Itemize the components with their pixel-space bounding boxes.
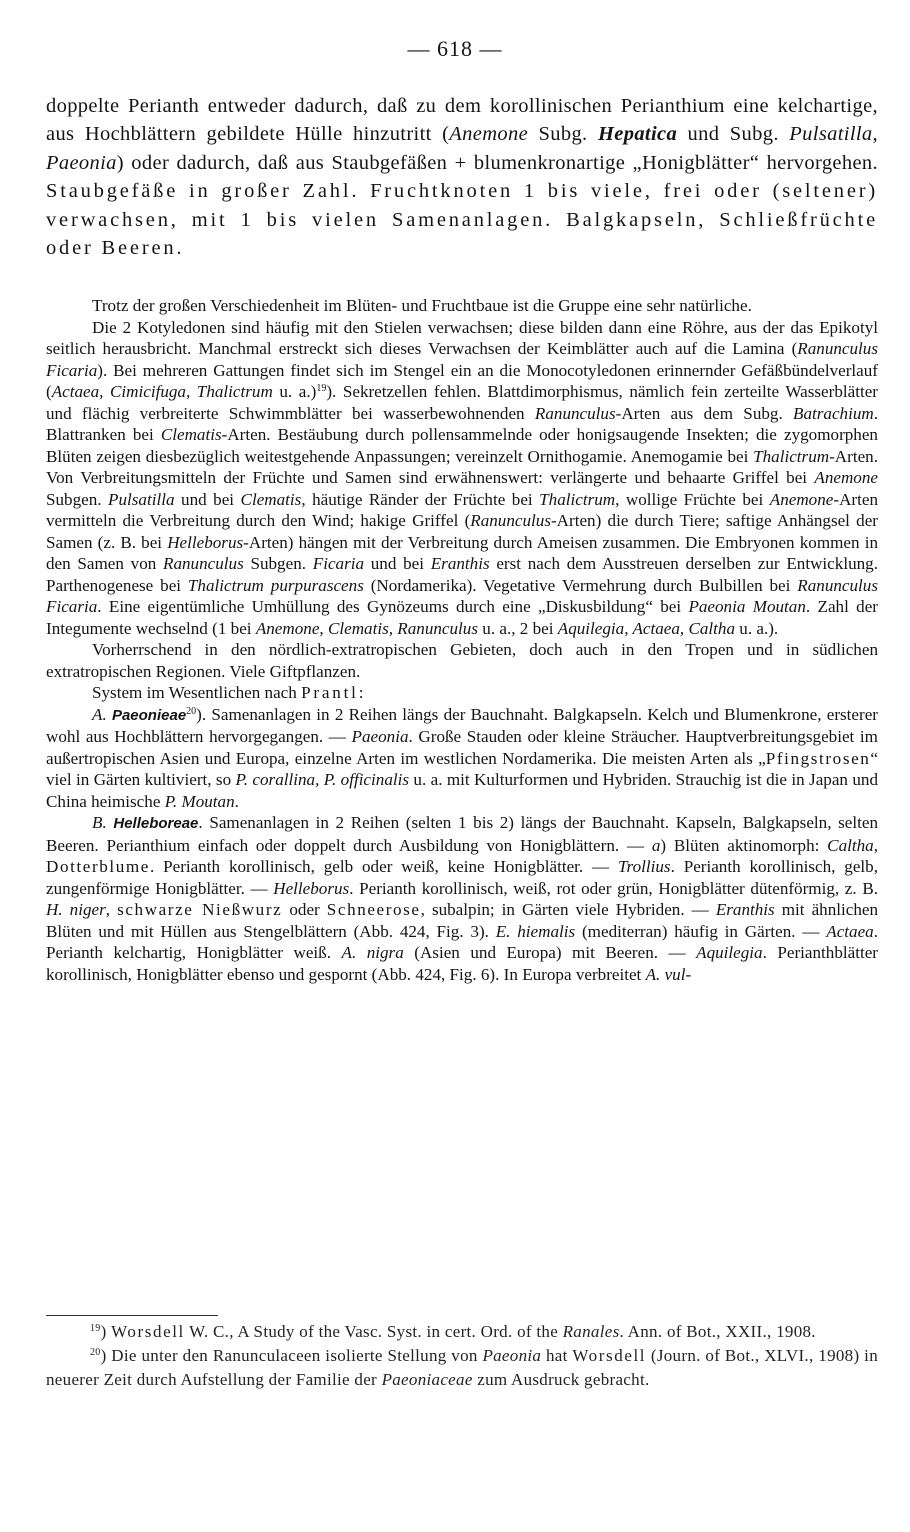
italic-text: Ficaria bbox=[312, 554, 365, 573]
spaced-text: Worsdell bbox=[111, 1322, 185, 1341]
text-run: . Samenanlagen in 2 Reihen (selten 1 bis 2) längs der Bauchnaht. Kapseln, Balgkapseln, selten Beeren. Perianthium einfach oder doppelt durch Ausbildung von Honigblättern. — bbox=[46, 813, 878, 855]
text-run: ) oder dadurch, daß aus Staubgefäßen bbox=[116, 151, 455, 174]
italic-text: Pulsatilla bbox=[108, 489, 175, 509]
text-run: -Arten) hängen mit der Verbreitung durch Ameisen zusammen. Die Embryonen kommen in den Samen von bbox=[46, 532, 878, 573]
text-run: (Nordamerika). Vegetative Vermehrung durch Bulbillen bei bbox=[363, 575, 798, 595]
text-run: u. a.). bbox=[735, 618, 779, 638]
spaced-text: Pfingstrosen bbox=[765, 748, 871, 768]
italic-text: Anemone bbox=[769, 489, 834, 509]
text-run: zum Ausdruck gebracht. bbox=[472, 1370, 650, 1389]
italic-text: Anemone bbox=[449, 123, 529, 146]
italic-text: Aquilegia, Actaea, Caltha bbox=[557, 618, 736, 638]
text-run: und Subg. bbox=[677, 123, 790, 146]
italic-text: Paeoniaceae bbox=[381, 1370, 473, 1389]
footnote bbox=[46, 1344, 878, 1392]
text-run: und bei bbox=[174, 489, 241, 509]
footnote-ref: 20 bbox=[186, 705, 197, 717]
body-text bbox=[46, 295, 878, 985]
text-run: ) bbox=[100, 1322, 112, 1341]
footnotes bbox=[46, 1320, 878, 1392]
italic-text: Paeonia Moutan bbox=[688, 597, 806, 616]
italic-text: Actaea, Cimicifuga, Thalictrum bbox=[51, 382, 273, 401]
body-paragraph bbox=[46, 317, 878, 640]
text-run: . bbox=[234, 791, 239, 811]
text-run: . Perianth kelchartig, Honigblätter weiß. bbox=[46, 921, 879, 962]
italic-text: Ranunculus bbox=[163, 554, 244, 573]
body-paragraph bbox=[46, 704, 878, 813]
section-label: Helleboreae bbox=[113, 815, 199, 832]
text-run: , subalpin; in Gärten viele Hybriden. — bbox=[420, 900, 716, 919]
text-run: + bbox=[454, 151, 467, 174]
italic-text: Paeonia bbox=[351, 727, 409, 746]
italic-text: Actaea bbox=[826, 921, 874, 941]
text-run: doppelte Perianth entweder dadurch, daß zu dem korollinischen Perianthium eine kelchartige, aus Hochblättern gebildete Hülle hinzutritt ( bbox=[46, 95, 878, 146]
text-run: mit ähnlichen Blüten und mit Hüllen aus Stengelblättern (Abb. 424, Fig. 3). bbox=[46, 900, 879, 941]
text-run: oder bbox=[282, 900, 327, 919]
italic-text: Clematis bbox=[160, 425, 222, 444]
spaced-text: Schneerose bbox=[326, 900, 421, 919]
italic-text: Paeonia bbox=[482, 1346, 542, 1365]
text-run: Trotz der großen Verschiedenheit im Blüten- und Fruchtbaue ist die Gruppe eine sehr natürliche. bbox=[92, 296, 752, 315]
italic-bold-text: Hepatica bbox=[597, 123, 678, 146]
text-run: . Perianth korollinisch, weiß, rot oder grün, Honigblätter dütenförmig, z. B. bbox=[349, 878, 878, 898]
spaced-text: Staubgefäße in großer Zahl. Fruchtknoten 1 bis viele, frei oder (seltener) verwachsen, mit 1 bis vielen Samenanlagen. Balgkapseln, Schließfrüchte oder Beeren. bbox=[46, 180, 878, 260]
text-run: . Perianthblätter korollinisch, Honigblätter ebenso und gespornt (Abb. 424, Fig. 6). In Europa verbreitet bbox=[46, 943, 878, 984]
text-run: -Arten. Bestäubung durch pollensammelnde oder honigsaugende Insekten; die zygomorphen Blüten zeigen diesbezüglich weitestgehende Anpassungen; vereinzelt Ornithogamie. Anemogamie bei bbox=[46, 425, 878, 466]
text-run: “ viel in Gärten kultiviert, so bbox=[46, 748, 878, 789]
text-run: (Journ. of Bot., XLVI., 1908) in neuerer Zeit durch Aufstellung der Familie der bbox=[46, 1346, 878, 1389]
text-run: -Arten) die durch Tiere; saftige Anhängsel der Samen (z. B. bei bbox=[46, 511, 879, 552]
section-label: Paeonieae bbox=[111, 706, 187, 724]
italic-text: Trollius bbox=[617, 857, 671, 876]
italic-text: A. bbox=[92, 704, 112, 724]
text-run: , bbox=[105, 900, 118, 919]
spaced-text: Dotterblume bbox=[46, 857, 150, 876]
italic-text: Thalictrum bbox=[753, 446, 830, 466]
italic-text: Caltha bbox=[827, 835, 874, 855]
text-run: ) Blüten aktinomorph: bbox=[660, 835, 828, 855]
italic-text: Helleborus bbox=[167, 532, 244, 552]
text-run: : bbox=[358, 683, 364, 702]
text-run: (mediterran) häufig in Gärten. — bbox=[575, 921, 827, 941]
italic-text: Clematis bbox=[240, 489, 302, 509]
italic-text: Thalictrum purpurascens bbox=[187, 575, 364, 595]
text-run: Die 2 Kotyledonen sind häufig mit den Stielen verwachsen; diese bilden dann eine Röhre, aus der das Epikotyl seitlich herausbricht. Manchmal erstreckt sich dieses Verwachsen der Keimblätter auch auf die Lamina ( bbox=[46, 317, 878, 358]
text-run: , häutige Ränder der Früchte bei bbox=[301, 489, 540, 509]
text-run: Subgen. bbox=[46, 489, 109, 509]
footnote-ref: 20 bbox=[90, 1347, 101, 1358]
text-run: , wollige Früchte bei bbox=[615, 489, 770, 509]
body-paragraph bbox=[46, 295, 878, 317]
footnote-ref: 19 bbox=[90, 1323, 101, 1334]
text-run: u. a., 2 bei bbox=[478, 618, 558, 638]
text-run: . Perianth korollinisch, gelb, zungenförmige Honigblätter. — bbox=[46, 857, 878, 898]
italic-text: P. corallina, P. officinalis bbox=[235, 770, 410, 789]
body-paragraph bbox=[46, 639, 878, 682]
page-number: — 618 — bbox=[407, 36, 503, 61]
italic-text: B. bbox=[92, 813, 114, 832]
italic-text: Anemone, Clematis, Ranunculus bbox=[255, 618, 478, 638]
footnote bbox=[46, 1320, 878, 1344]
text-run: System im Wesentlichen nach bbox=[92, 683, 302, 702]
text-run: u. a.) bbox=[272, 382, 317, 401]
italic-text: Anemone bbox=[814, 468, 878, 487]
text-run: (Asien und Europa) mit Beeren. — bbox=[403, 943, 697, 962]
italic-text: Eranthis bbox=[430, 554, 490, 573]
text-run: -Arten. Von Verbreitungsmitteln der Früchte und Samen sind erwähnenswert: verlängerte und behaarte Griffel bei bbox=[46, 446, 878, 487]
text-run: Vorherrschend in den nördlich-extratropischen Gebieten, doch auch in den Tropen und in südlichen extratropischen Regionen. Viele Giftpflanzen. bbox=[46, 640, 878, 681]
spaced-text: schwarze Nießwurz bbox=[117, 900, 283, 919]
italic-text: A. vul- bbox=[645, 964, 692, 984]
italic-text: Helleborus bbox=[273, 878, 350, 898]
text-run: W. C., A Study of the Vasc. Syst. in cert. Ord. of the bbox=[184, 1322, 563, 1341]
italic-text: a bbox=[651, 835, 661, 855]
lead-paragraph bbox=[46, 92, 878, 262]
italic-text: Ranunculus bbox=[534, 403, 616, 423]
italic-text: Pulsatilla, Paeonia bbox=[46, 123, 878, 174]
text-run: Subgen. bbox=[243, 554, 313, 573]
text-run: ). Bei mehreren Gattungen findet sich im Stengel ein an die Monocotyledonen erinnernder Gefäßbündelverlauf ( bbox=[46, 360, 878, 401]
italic-text: Ranunculus bbox=[470, 511, 551, 530]
italic-text: H. niger bbox=[46, 900, 106, 919]
italic-text: Thalictrum bbox=[539, 489, 616, 509]
text-run: . Ann. of Bot., XXII., 1908. bbox=[619, 1322, 816, 1341]
text-run: . Zahl der Integumente wechselnd (1 bei bbox=[46, 597, 878, 638]
italic-text: Eranthis bbox=[715, 900, 775, 919]
text-run: . Blattranken bei bbox=[46, 403, 879, 444]
footnote-ref: 19 bbox=[316, 383, 327, 394]
text-run: ). Samenanlagen in 2 Reihen längs der Bauchnaht. Balgkapseln. Kelch und Blumenkrone, ersterer wohl aus Hochblättern hervorgegangen. — bbox=[46, 704, 878, 746]
spaced-text: Prantl bbox=[301, 683, 359, 702]
body-paragraph bbox=[46, 812, 878, 985]
body-paragraph bbox=[46, 682, 878, 704]
spaced-text: Worsdell bbox=[572, 1346, 647, 1365]
text-run: ) Die unter den Ranunculaceen isolierte Stellung von bbox=[100, 1346, 483, 1365]
italic-text: Ranunculus Ficaria bbox=[46, 575, 878, 616]
text-run: ). Sekretzellen fehlen. Blattdimorphismus, nämlich fein zerteilte Wasserblätter und flächig verbreiterte Schwimmblätter bei wasserbewohnenden bbox=[46, 382, 878, 423]
text-run: , bbox=[873, 835, 878, 855]
italic-text: Batrachium bbox=[793, 403, 874, 423]
italic-text: A. nigra bbox=[341, 943, 404, 962]
italic-text: Ranunculus Ficaria bbox=[46, 339, 878, 380]
italic-text: E. hiemalis bbox=[495, 921, 576, 941]
text-run: -Arten vermitteln die Verbreitung durch den Wind; hakige Griffel ( bbox=[46, 489, 878, 530]
text-run: -Arten aus dem Subg. bbox=[615, 403, 794, 423]
text-run: erst nach dem Ausstreuen derselben zur Entwicklung. Parthenogenese bei bbox=[46, 554, 878, 595]
text-run: u. a. mit Kulturformen und Hybriden. Strauchig ist die in Japan und China heimische bbox=[46, 770, 879, 811]
footnote-rule bbox=[46, 1315, 218, 1316]
text-run: Subg. bbox=[528, 123, 598, 146]
text-run: und bei bbox=[364, 554, 431, 573]
italic-text: P. Moutan bbox=[164, 791, 235, 811]
text-run: . Perianth korollinisch, gelb oder weiß, keine Honigblätter. — bbox=[150, 857, 618, 876]
text-run: . Große Stauden oder kleine Sträucher. Hauptverbreitungsgebiet im außertropischen Asien und Europa, einzelne Arten im westlichen Nordamerika. Die meisten Arten als „ bbox=[46, 727, 878, 768]
text-run: blumenkronartige „Honigblätter“ hervorgehen. bbox=[466, 151, 878, 174]
text-run: . Eine eigentümliche Umhüllung des Gynözeums durch eine „Diskusbildung“ bei bbox=[97, 597, 689, 616]
italic-text: Aquilegia bbox=[696, 943, 763, 962]
text-run: hat bbox=[541, 1346, 573, 1365]
italic-text: Ranales bbox=[562, 1322, 620, 1341]
